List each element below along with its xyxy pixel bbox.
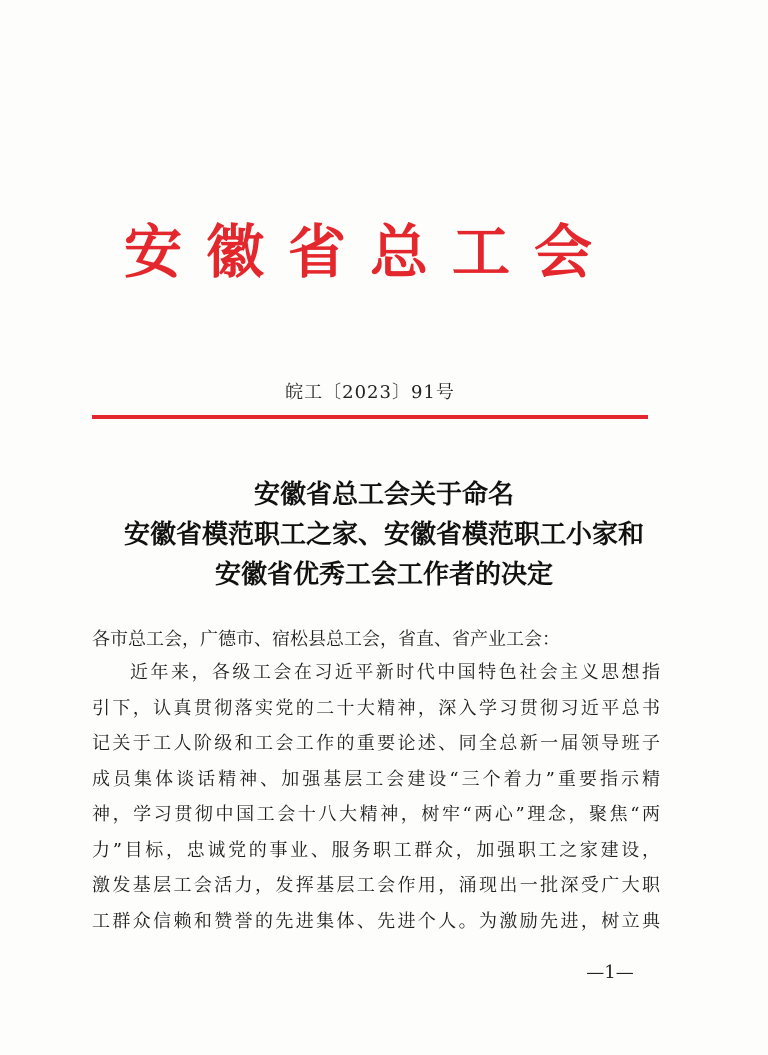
document-title xyxy=(60,475,708,595)
page-number: —1— xyxy=(586,962,634,983)
body-line: 工群众信赖和赞誉的先进集体、先进个人。为激励先进，树立典 xyxy=(92,910,660,932)
body-line: 近年来，各级工会在习近平新时代中国特色社会主义思想指 xyxy=(130,662,660,683)
body-paragraph xyxy=(92,655,660,939)
letterhead-title: 安徽省总工会 xyxy=(123,218,616,286)
body-line: 力”目标，忠诚党的事业、服务职工群众，加强职工之家建设， xyxy=(92,839,660,861)
body-line: 神，学习贯彻中国工会十八大精神，树牢“两心”理念，聚焦“两 xyxy=(92,804,660,825)
body-line: 激发基层工会活力，发挥基层工会作用，涌现出一批深受广大职 xyxy=(92,875,660,896)
title-line-2: 安徽省模范职工之家、安徽省模范职工小家和 xyxy=(123,520,644,550)
title-line-3: 安徽省优秀工会工作者的决定 xyxy=(214,560,553,590)
body-line: 记关于工人阶级和工会工作的重要论述、同全总新一届领导班子 xyxy=(92,733,660,754)
red-divider-line xyxy=(92,415,648,419)
document-number: 皖工〔2023〕91号 xyxy=(285,382,455,403)
title-line-1: 安徽省总工会关于命名 xyxy=(253,480,514,510)
body-line: 成员集体谈话精神、加强基层工会建设“三个着力”重要指示精 xyxy=(92,768,660,790)
body-line: 引下，认真贯彻落实党的二十大精神，深入学习贯彻习近平总书 xyxy=(92,697,660,719)
addressee: 各市总工会，广德市、宿松县总工会，省直、省产业工会： xyxy=(92,629,560,650)
